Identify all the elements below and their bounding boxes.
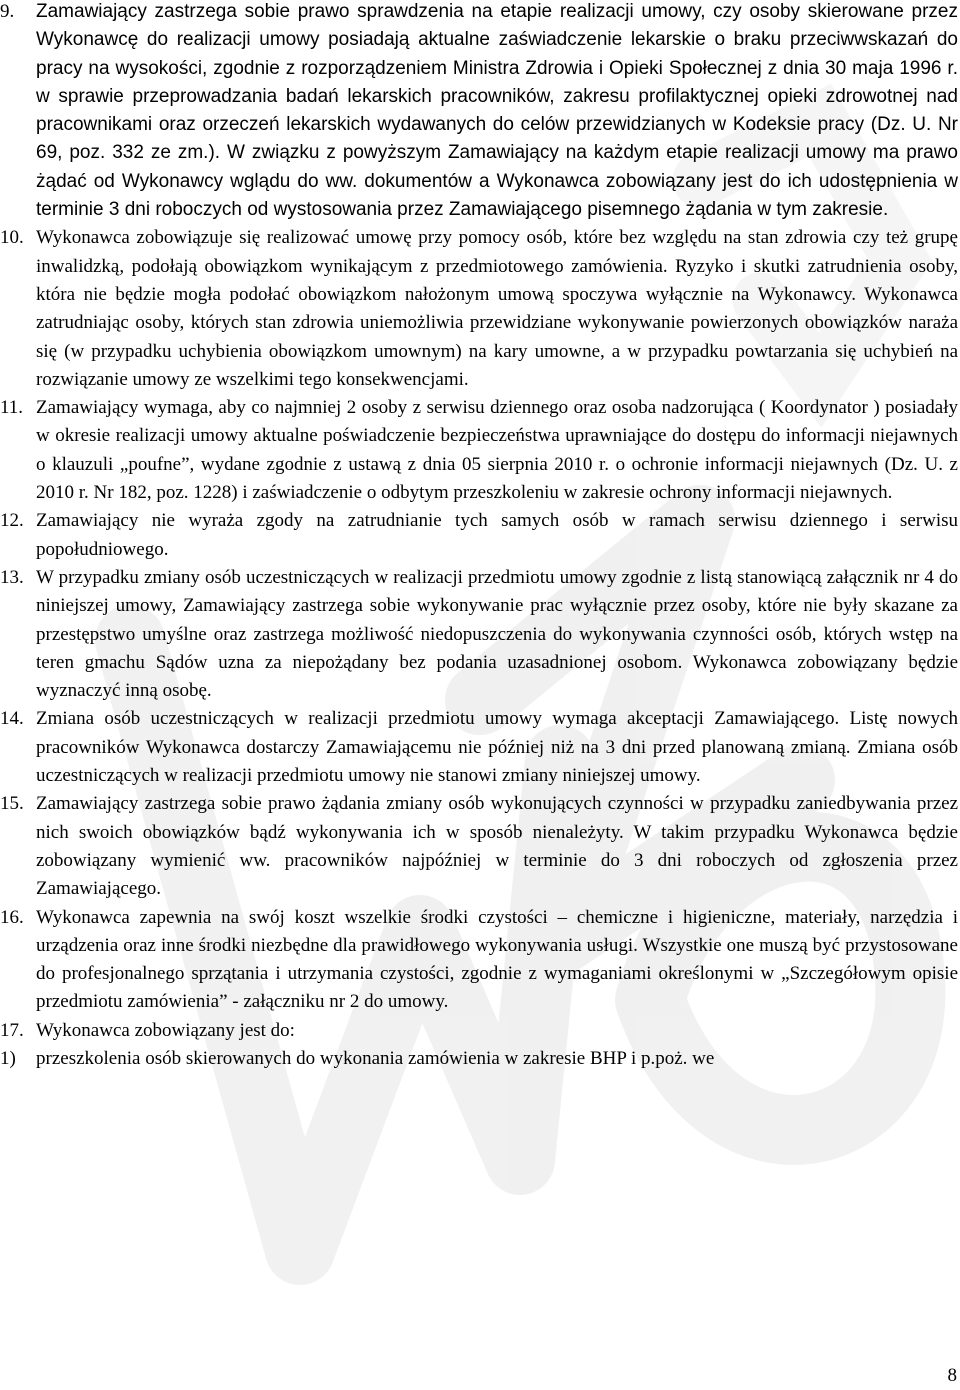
item-text: W przypadku zmiany osób uczestniczących w realizacji przedmiotu umowy zgodnie z listą stanowiącą załącznik nr 4 do niniejszej umowy, Zamawiający zastrzega sobie wykonywanie prac wyłącznie przez osoby, które nie były skazane za przestępstwo umyślne oraz zastrzega możliwość niedopuszczenia do wykonywania czynności osób, których wstęp na teren gmachu Sądów uzna za niepożądany bez podania uzasadnionej osobom. Wykonawca zobowiązany będzie wyznaczyć inną osobę. [36,566,958,702]
list-item [0,394,958,507]
list-item [0,0,958,224]
item-number: 12. [0,510,24,532]
list-item [0,564,958,705]
item-number: 11. [0,397,24,419]
list-item [0,224,958,394]
item-text: Zmiana osób uczestniczących w realizacji przedmiotu umowy wymaga akceptacji Zamawiającego. Listę nowych pracowników Wykonawca dostarczy Zamawiającemu nie później niż na 3 dni przed planowaną zmianą. Zmiana osób uczestniczących w realizacji przedmiotu umowy nie stanowi zmiany niniejszej umowy. [36,708,958,787]
item-text: Zamawiający zastrzega sobie prawo żądania zmiany osób wykonujących czynności w przypadku zaniedbywania przez nich swoich obowiązków bądź wykonywania ich w sposób nienależyty. W takim przypadku Wykonawca będzie zobowiązany wymienić ww. pracowników najpóźniej w terminie do 3 dni roboczych od zgłoszenia przez Zamawiającego. [36,793,958,900]
item-number: 15. [0,793,24,815]
item-number: 16. [0,906,24,928]
item-text: Wykonawca zobowiązuje się realizować umowę przy pomocy osób, które bez względu na stan zdrowia czy też grupę inwalidzką, podołają obowiązkom wynikającym z przedmiotowego zamówienia. Ryzyko i skutki zatrudnienia osoby, która nie będzie mogła podołać obowiązkom nałożonym umową spoczywa wyłącznie na Wykonawcy. Wykonawca zatrudniając osoby, których stan zdrowia uniemożliwia przewidziane wykonywanie powierzonych obowiązków naraża się (w przypadku uchybienia obowiązkom umownym) na kary umowne, a w przypadku powtarzania się uchybień na rozwiązanie umowy ze wszelkimi tego konsekwencjami. [36,227,958,390]
item-number: 13. [0,566,24,588]
list-item [0,790,958,903]
item-text: Wykonawca zobowiązany jest do: [36,1019,295,1041]
item-text: Zamawiający nie wyraża zgody na zatrudnianie tych samych osób w ramach serwisu dziennego i serwisu popołudniowego. [36,510,958,560]
item-number: 9. [0,1,15,22]
list-item [0,507,958,564]
item-text: przeszkolenia osób skierowanych do wykonania zamówienia w zakresie BHP i p.poż. we [36,1047,715,1069]
item-text: Wykonawca zapewnia na swój koszt wszelkie środki czystości – chemiczne i higieniczne, materiały, narzędzia i urządzenia oraz inne środki niezbędne dla prawidłowego wykonywania usługi. Wszystkie one muszą być przystosowane do profesjonalnego sprzątania i utrzymania czystości, zgodnie z wymaganiami określonymi w „Szczegółowym opisie przedmiotu zamówienia” - załączniku nr 2 do umowy. [36,906,958,1013]
item-number: 10. [0,227,24,249]
list-item [0,904,958,1017]
list-item [0,1017,958,1045]
item-number: 17. [0,1019,24,1041]
item-number: 14. [0,708,24,730]
item-text: Zamawiający zastrzega sobie prawo sprawdzenia na etapie realizacji umowy, czy osoby skierowane przez Wykonawcę do realizacji umowy posiadają aktualne zaświadczenie lekarskie o braku przeciwwskazań do pracy na wysokości, zgodnie z rozporządzeniem Ministra Zdrowia i Opieki Społecznej z dnia 30 maja 1996 r. w sprawie przeprowadzania badań lekarskich pracowników, zakresu profilaktycznej opieki zdrowotnej nad pracownikami oraz orzeczeń lekarskich wydawanych do celów przewidzianych w Kodeksie pracy (Dz. U. Nr 69, poz. 332 ze zm.). W związku z powyższym Zamawiający na każdym etapie realizacji umowy ma prawo żądać od Wykonawcy wglądu do ww. dokumentów a Wykonawca zobowiązany jest do ich udostępnienia w terminie 3 dni roboczych od wystosowania przez Zamawiającego pisemnego żądania w tym zakresie. [36,1,958,221]
item-number: 1) [0,1047,16,1069]
list-item [0,705,958,790]
page-number: 8 [947,1365,957,1386]
item-text: Zamawiający wymaga, aby co najmniej 2 osoby z serwisu dziennego oraz osoba nadzorująca ( Koordynator ) posiadały w okresie realizacji umowy aktualne poświadczenie bezpieczeństwa uprawniające do dostępu do informacji niejawnych o klauzuli „poufne”, wydane zgodnie z ustawą z dnia 05 sierpnia 2010 r. o ochronie informacji niejawnych (Dz. U. z 2010 r. Nr 182, poz. 1228) i zaświadczenie o odbytym przeszkoleniu w zakresie ochrony informacji niejawnych. [36,397,958,504]
list-item [0,1045,958,1073]
